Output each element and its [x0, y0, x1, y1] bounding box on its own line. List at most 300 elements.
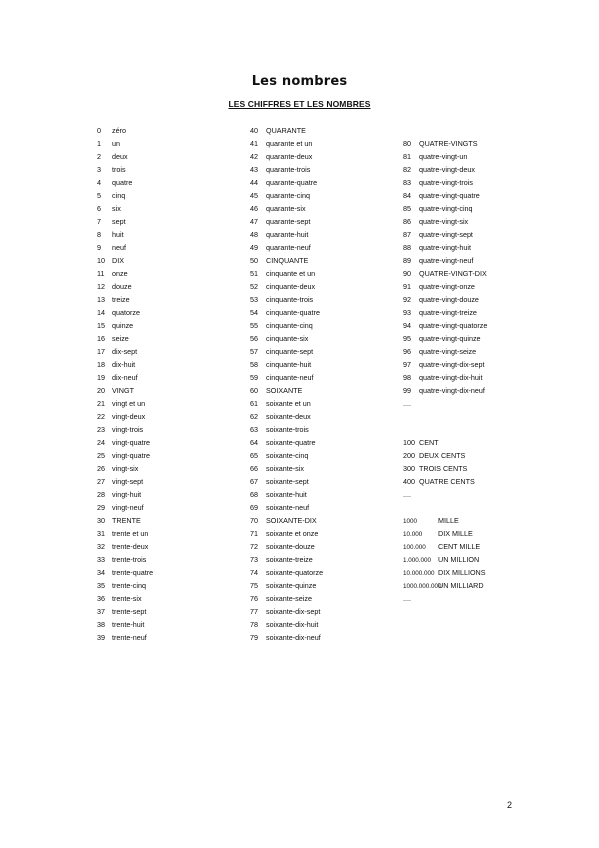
number-digit: 99	[403, 386, 411, 395]
number-row	[250, 228, 390, 241]
number-word: quarante-cinq	[266, 191, 310, 200]
number-word: VINGT	[112, 386, 134, 395]
number-word: trente-huit	[112, 620, 145, 629]
number-row	[250, 514, 390, 527]
number-digit: 80	[403, 139, 411, 148]
number-digit: 90	[403, 269, 411, 278]
number-digit: 23	[97, 425, 105, 434]
number-digit: 88	[403, 243, 411, 252]
number-word: soixante-six	[266, 464, 304, 473]
number-row	[403, 241, 543, 254]
number-row	[250, 241, 390, 254]
number-word: quatre-vingt-quinze	[419, 334, 481, 343]
number-word: QUATRE CENTS	[419, 477, 475, 486]
number-digit: 1	[97, 139, 101, 148]
number-word: vingt-deux	[112, 412, 146, 421]
number-digit: 12	[97, 282, 105, 291]
number-word: dix-huit	[112, 360, 136, 369]
number-row	[403, 202, 543, 215]
number-digit: 40	[250, 126, 258, 135]
number-row	[97, 241, 237, 254]
number-word: quatre	[112, 178, 133, 187]
number-digit: 67	[250, 477, 258, 486]
number-digit: 45	[250, 191, 258, 200]
number-word: vingt et un	[112, 399, 146, 408]
number-digit: 100	[403, 438, 415, 447]
number-row	[97, 293, 237, 306]
number-row	[97, 462, 237, 475]
number-row	[403, 215, 543, 228]
number-word: quatre-vingt-sept	[419, 230, 473, 239]
number-row	[250, 176, 390, 189]
number-digit: 28	[97, 490, 105, 499]
number-row	[97, 592, 237, 605]
number-word: vingt-neuf	[112, 503, 144, 512]
number-digit: 300	[403, 464, 415, 473]
number-digit: 15	[97, 321, 105, 330]
number-word: dix-sept	[112, 347, 138, 356]
spacer	[403, 410, 543, 423]
number-digit: 29	[97, 503, 105, 512]
number-word: soixante-sept	[266, 477, 309, 486]
number-digit: 38	[97, 620, 105, 629]
number-row	[250, 462, 390, 475]
number-word: quatre-vingt-treize	[419, 308, 477, 317]
number-digit: 86	[403, 217, 411, 226]
number-word: quatre-vingt-quatre	[419, 191, 480, 200]
number-digit: 76	[250, 594, 258, 603]
number-word: DIX	[112, 256, 124, 265]
number-row	[97, 358, 237, 371]
number-row	[97, 189, 237, 202]
number-digit: 57	[250, 347, 258, 356]
number-digit: 33	[97, 555, 105, 564]
number-row	[250, 150, 390, 163]
number-word: SOIXANTE-DIX	[266, 516, 317, 525]
number-digit: 41	[250, 139, 258, 148]
number-word: trente-neuf	[112, 633, 147, 642]
number-row	[403, 189, 543, 202]
number-digit: 60	[250, 386, 258, 395]
number-word: MILLE	[438, 516, 459, 525]
number-row	[97, 137, 237, 150]
number-word: deux	[112, 152, 128, 161]
number-digit: 22	[97, 412, 105, 421]
number-digit: 34	[97, 568, 105, 577]
number-word: trente-trois	[112, 555, 147, 564]
number-row	[403, 306, 543, 319]
number-row	[250, 254, 390, 267]
number-digit: 52	[250, 282, 258, 291]
number-row	[97, 332, 237, 345]
number-word: soixante-treize	[266, 555, 313, 564]
number-row	[250, 267, 390, 280]
number-row	[97, 553, 237, 566]
number-word: TROIS CENTS	[419, 464, 468, 473]
number-word: huit	[112, 230, 124, 239]
number-word: treize	[112, 295, 130, 304]
number-digit: 77	[250, 607, 258, 616]
number-digit: 72	[250, 542, 258, 551]
number-row	[97, 631, 237, 644]
number-row	[250, 631, 390, 644]
number-row	[250, 332, 390, 345]
number-row	[250, 579, 390, 592]
number-word: quatre-vingt-un	[419, 152, 468, 161]
number-digit: 51	[250, 269, 258, 278]
page-title: Les nombres	[251, 74, 348, 89]
number-row	[250, 501, 390, 514]
number-digit: 69	[250, 503, 258, 512]
number-word: soixante-neuf	[266, 503, 310, 512]
number-word: quatre-vingt-neuf	[419, 256, 474, 265]
number-row	[250, 618, 390, 631]
number-word: onze	[112, 269, 128, 278]
number-word: DIX MILLE	[438, 529, 473, 538]
number-row	[250, 124, 390, 137]
number-digit: 49	[250, 243, 258, 252]
number-digit: 6	[97, 204, 101, 213]
number-digit: 30	[97, 516, 105, 525]
number-word: vingt-quatre	[112, 451, 150, 460]
number-row	[250, 345, 390, 358]
number-digit: 48	[250, 230, 258, 239]
number-word: QUATRE-VINGT-DIX	[419, 269, 487, 278]
number-row	[97, 228, 237, 241]
number-digit: 97	[403, 360, 411, 369]
number-word: quatre-vingt-dix-huit	[419, 373, 483, 382]
number-word: vingt-huit	[112, 490, 142, 499]
number-digit: 46	[250, 204, 258, 213]
number-row	[403, 267, 543, 280]
numbers-column-80-plus	[403, 124, 543, 605]
number-word: cinquante-deux	[266, 282, 316, 291]
number-row	[97, 436, 237, 449]
number-row	[250, 397, 390, 410]
number-digit: 74	[250, 568, 258, 577]
number-digit: 32	[97, 542, 105, 551]
number-word: quatre-vingt-quatorze	[419, 321, 488, 330]
number-digit: 4	[97, 178, 101, 187]
number-word: UN MILLIARD	[438, 581, 484, 590]
number-digit: 58	[250, 360, 258, 369]
number-word: soixante-huit	[266, 490, 307, 499]
number-row	[97, 514, 237, 527]
number-row	[250, 189, 390, 202]
number-word: trente-deux	[112, 542, 149, 551]
number-row	[97, 267, 237, 280]
number-digit: 27	[97, 477, 105, 486]
number-row	[403, 540, 543, 553]
number-word: QUATRE-VINGTS	[419, 139, 478, 148]
number-digit: 10.000	[403, 531, 423, 538]
number-word: quatre-vingt-dix-sept	[419, 360, 485, 369]
number-digit: 35	[97, 581, 105, 590]
number-word: CENT	[419, 438, 439, 447]
number-row	[250, 423, 390, 436]
number-row	[250, 488, 390, 501]
number-row	[97, 410, 237, 423]
number-row	[97, 384, 237, 397]
number-word: cinq	[112, 191, 126, 200]
number-digit: 59	[250, 373, 258, 382]
number-digit: 9	[97, 243, 101, 252]
number-digit: 75	[250, 581, 258, 590]
number-row	[250, 553, 390, 566]
number-word: quarante-huit	[266, 230, 309, 239]
number-digit: 81	[403, 152, 411, 161]
number-row	[250, 527, 390, 540]
number-row	[403, 436, 543, 449]
number-row	[403, 280, 543, 293]
number-word: soixante-douze	[266, 542, 315, 551]
number-digit: 98	[403, 373, 411, 382]
number-digit: 83	[403, 178, 411, 187]
number-word: quatre-vingt-cinq	[419, 204, 473, 213]
number-row	[250, 306, 390, 319]
number-digit: 95	[403, 334, 411, 343]
number-row	[403, 293, 543, 306]
number-digit: 37	[97, 607, 105, 616]
spacer	[403, 501, 543, 514]
number-digit: 50	[250, 256, 258, 265]
number-word: quatre-vingt-huit	[419, 243, 471, 252]
ellipsis: ....	[403, 490, 411, 499]
number-word: quinze	[112, 321, 134, 330]
number-row	[403, 345, 543, 358]
number-word: quatre-vingt-dix-neuf	[419, 386, 485, 395]
number-word: CENT MILLE	[438, 542, 481, 551]
number-word: cinquante-neuf	[266, 373, 314, 382]
number-word: six	[112, 204, 121, 213]
number-digit: 65	[250, 451, 258, 460]
number-row	[403, 371, 543, 384]
number-word: vingt-trois	[112, 425, 144, 434]
number-word: soixante-dix-neuf	[266, 633, 321, 642]
number-row	[97, 423, 237, 436]
number-digit: 42	[250, 152, 258, 161]
number-word: trente-cinq	[112, 581, 146, 590]
number-row	[97, 527, 237, 540]
number-word: quatre-vingt-trois	[419, 178, 473, 187]
number-digit: 53	[250, 295, 258, 304]
number-digit: 10	[97, 256, 105, 265]
number-word: neuf	[112, 243, 126, 252]
number-row	[97, 618, 237, 631]
number-row	[97, 202, 237, 215]
number-word: TRENTE	[112, 516, 141, 525]
number-digit: 16	[97, 334, 105, 343]
number-digit: 64	[250, 438, 258, 447]
number-digit: 82	[403, 165, 411, 174]
number-digit: 94	[403, 321, 411, 330]
number-digit: 1000.000.000	[403, 583, 442, 590]
number-word: trente-quatre	[112, 568, 154, 577]
number-digit: 17	[97, 347, 105, 356]
number-digit: 400	[403, 477, 415, 486]
number-word: QUARANTE	[266, 126, 306, 135]
number-word: cinquante-sept	[266, 347, 314, 356]
number-digit: 21	[97, 399, 105, 408]
number-row	[403, 319, 543, 332]
number-word: trois	[112, 165, 126, 174]
number-digit: 5	[97, 191, 101, 200]
number-row	[97, 254, 237, 267]
number-row	[403, 228, 543, 241]
number-row	[97, 280, 237, 293]
number-word: DEUX CENTS	[419, 451, 466, 460]
number-row	[250, 592, 390, 605]
number-digit: 1000	[403, 518, 418, 525]
number-row	[250, 137, 390, 150]
number-word: quarante-trois	[266, 165, 311, 174]
number-digit: 55	[250, 321, 258, 330]
number-digit: 2	[97, 152, 101, 161]
number-row	[403, 514, 543, 527]
number-word: quatre-vingt-douze	[419, 295, 479, 304]
number-word: trente et un	[112, 529, 149, 538]
page-number: 2	[507, 800, 513, 810]
number-row	[403, 475, 543, 488]
number-row	[97, 488, 237, 501]
number-row	[403, 384, 543, 397]
number-digit: 79	[250, 633, 258, 642]
number-row	[403, 176, 543, 189]
numbers-column-40-79	[250, 124, 390, 644]
number-digit: 26	[97, 464, 105, 473]
number-digit: 84	[403, 191, 411, 200]
number-row	[97, 449, 237, 462]
number-row	[250, 293, 390, 306]
number-word: douze	[112, 282, 132, 291]
number-word: SOIXANTE	[266, 386, 303, 395]
number-row	[250, 475, 390, 488]
number-word: trente-sept	[112, 607, 147, 616]
number-digit: 96	[403, 347, 411, 356]
number-digit: 70	[250, 516, 258, 525]
number-row	[403, 462, 543, 475]
number-digit: 11	[97, 269, 105, 278]
number-word: quarante-deux	[266, 152, 313, 161]
number-digit: 68	[250, 490, 258, 499]
number-word: cinquante-huit	[266, 360, 312, 369]
number-row	[97, 605, 237, 618]
number-row	[97, 306, 237, 319]
number-row	[403, 163, 543, 176]
number-row	[403, 553, 543, 566]
number-word: trente-six	[112, 594, 142, 603]
number-row	[97, 163, 237, 176]
number-digit: 31	[97, 529, 105, 538]
section-heading: LES CHIFFRES ET LES NOMBRES	[228, 99, 371, 109]
number-word: quarante-six	[266, 204, 306, 213]
number-row	[250, 163, 390, 176]
number-word: dix-neuf	[112, 373, 138, 382]
number-word: UN MILLION	[438, 555, 480, 564]
number-row	[403, 137, 543, 150]
number-word: cinquante-cinq	[266, 321, 313, 330]
number-digit: 25	[97, 451, 105, 460]
number-row	[250, 358, 390, 371]
number-word: cinquante-trois	[266, 295, 314, 304]
number-word: quarante-quatre	[266, 178, 318, 187]
number-row	[403, 254, 543, 267]
number-word: quarante-sept	[266, 217, 311, 226]
number-row	[403, 150, 543, 163]
number-row	[250, 319, 390, 332]
number-digit: 89	[403, 256, 411, 265]
number-digit: 85	[403, 204, 411, 213]
number-row	[97, 150, 237, 163]
number-word: soixante-cinq	[266, 451, 309, 460]
number-digit: 18	[97, 360, 105, 369]
number-word: soixante-seize	[266, 594, 312, 603]
number-digit: 61	[250, 399, 258, 408]
number-row	[250, 384, 390, 397]
number-word: quarante et un	[266, 139, 313, 148]
number-digit: 87	[403, 230, 411, 239]
number-row	[97, 579, 237, 592]
number-word: DIX MILLIONS	[438, 568, 486, 577]
number-row	[97, 345, 237, 358]
number-word: zéro	[112, 126, 126, 135]
number-row	[403, 358, 543, 371]
number-digit: 44	[250, 178, 258, 187]
ellipsis: ....	[403, 594, 411, 603]
number-digit: 100.000	[403, 544, 426, 551]
number-word: quatre-vingt-deux	[419, 165, 475, 174]
number-word: seize	[112, 334, 129, 343]
number-digit: 71	[250, 529, 258, 538]
ellipsis: ....	[403, 399, 411, 408]
number-digit: 78	[250, 620, 258, 629]
number-row	[97, 215, 237, 228]
number-row	[403, 449, 543, 462]
number-word: soixante-trois	[266, 425, 309, 434]
number-word: soixante-quinze	[266, 581, 317, 590]
number-word: quarante-neuf	[266, 243, 311, 252]
number-row	[250, 280, 390, 293]
number-row	[250, 371, 390, 384]
number-digit: 66	[250, 464, 258, 473]
number-row	[250, 605, 390, 618]
numbers-column-0-39	[97, 124, 237, 644]
number-word: quatre-vingt-onze	[419, 282, 475, 291]
number-word: cinquante-six	[266, 334, 309, 343]
number-row	[250, 436, 390, 449]
number-digit: 200	[403, 451, 415, 460]
number-digit: 14	[97, 308, 105, 317]
number-word: quatre-vingt-seize	[419, 347, 477, 356]
number-digit: 1.000.000	[403, 557, 432, 564]
number-word: soixante et onze	[266, 529, 319, 538]
number-word: soixante et un	[266, 399, 311, 408]
number-digit: 56	[250, 334, 258, 343]
number-digit: 24	[97, 438, 105, 447]
number-word: cinquante et un	[266, 269, 316, 278]
number-word: soixante-deux	[266, 412, 311, 421]
number-word: CINQUANTE	[266, 256, 309, 265]
spacer	[403, 423, 543, 436]
number-digit: 92	[403, 295, 411, 304]
number-digit: 62	[250, 412, 258, 421]
number-digit: 91	[403, 282, 411, 291]
number-row	[97, 371, 237, 384]
number-row	[97, 566, 237, 579]
number-row	[403, 527, 543, 540]
number-word: soixante-dix-sept	[266, 607, 321, 616]
number-row	[250, 449, 390, 462]
